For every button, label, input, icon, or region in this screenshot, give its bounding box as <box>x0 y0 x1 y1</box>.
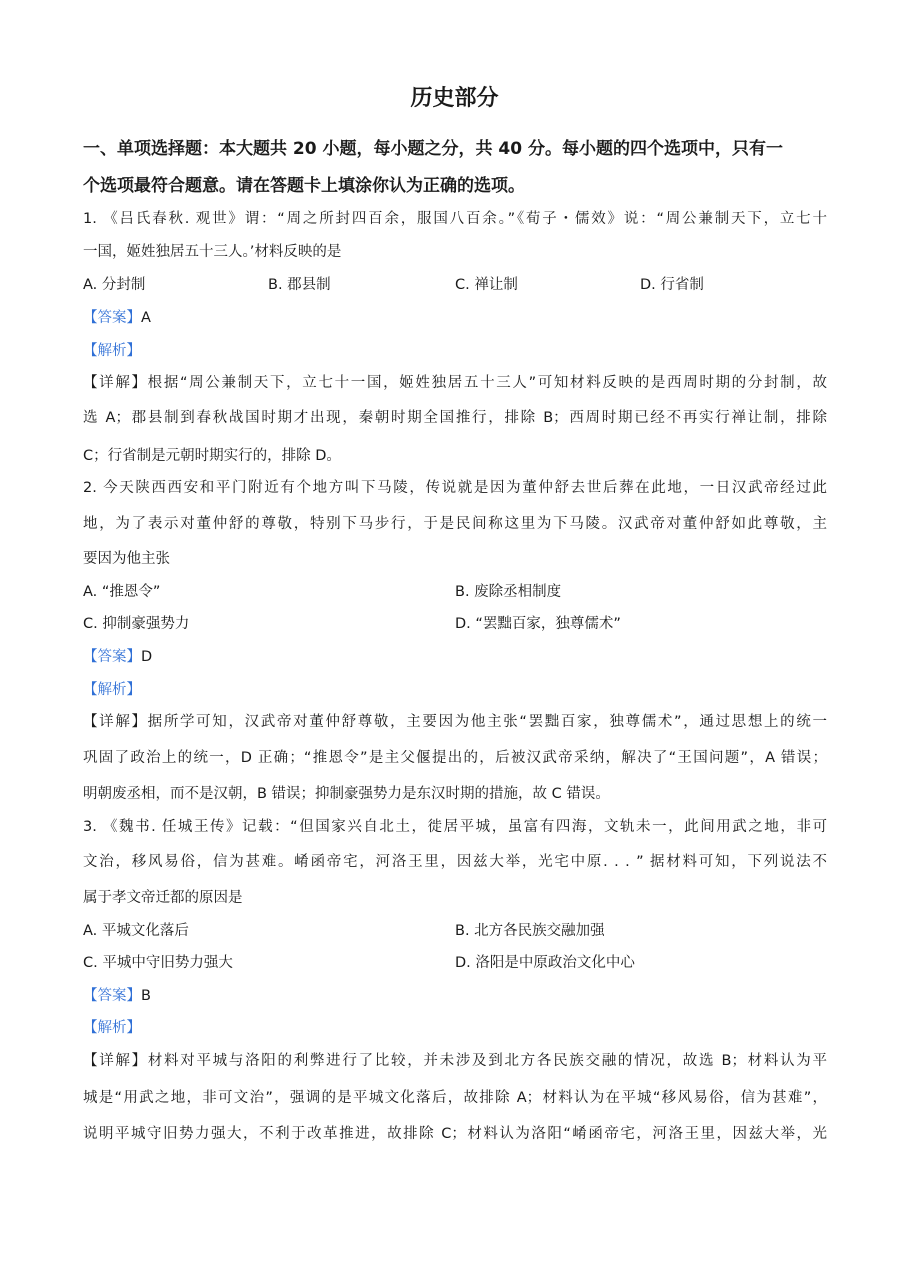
q3-detail-line-3: 说明平城守旧势力强大，不利于改革推进，故排除 C；材料认为洛阳“崤函帝宅，河洛王里，因兹大举，光 <box>83 1126 827 1142</box>
detail-text: 根据“周公兼制天下，立七十一国，姬姓独居五十三人”可知材料反映的是西周时期的分封制，故 <box>147 375 827 391</box>
answer-value: B <box>141 988 151 1004</box>
q1-analysis-label: 【解析】 <box>83 343 141 359</box>
detail-text: 据所学可知，汉武帝对董仲舒尊敬，主要因为他主张“罢黜百家，独尊儒术”，通过思想上的统一 <box>147 714 827 730</box>
answer-label: 【答案】 <box>83 988 141 1004</box>
q2-option-b: B. 废除丞相制度 <box>455 584 562 600</box>
q2-stem-line-2: 地，为了表示对董仲舒的尊敬，特别下马步行，于是民间称这里为下马陵。汉武帝对董仲舒如此尊敬，主 <box>83 516 827 532</box>
detail-label: 【详解】 <box>83 375 148 391</box>
q2-answer <box>83 646 152 668</box>
answer-label: 【答案】 <box>83 310 141 326</box>
detail-label: 【详解】 <box>83 714 148 730</box>
q1-option-b: B. 郡县制 <box>268 277 331 293</box>
q2-option-a: A. “推恩令” <box>83 584 161 600</box>
q3-option-c: C. 平城中守旧势力强大 <box>83 955 233 971</box>
q1-detail-line-1 <box>83 372 827 394</box>
q1-detail-line-3: C；行省制是元朝时期实行的，排除 D。 <box>83 448 341 464</box>
q3-option-a: A. 平城文化落后 <box>83 923 189 939</box>
q1-option-c: C. 禅让制 <box>455 277 518 293</box>
page-title: 历史部分 <box>410 86 499 111</box>
q3-answer <box>83 985 151 1007</box>
q2-option-c: C. 抑制豪强势力 <box>83 616 190 632</box>
q1-option-a: A. 分封制 <box>83 277 146 293</box>
q3-detail-line-2: 城是“用武之地，非可文治”，强调的是平城文化落后，故排除 A；材料认为在平城“移风易俗，信为甚难”， <box>83 1090 827 1106</box>
q1-stem-line-1: 1. 《吕氏春秋. 观世》谓：“周之所封四百余，服国八百余。”《荀子・儒效》说：“周公兼制天下，立七十 <box>83 211 827 227</box>
q1-option-d: D. 行省制 <box>640 277 704 293</box>
q2-detail-line-3: 明朝废丞相，而不是汉朝，B 错误；抑制豪强势力是东汉时期的措施，故 C 错误。 <box>83 786 610 802</box>
q3-detail-line-1 <box>83 1050 827 1072</box>
q2-detail-line-1 <box>83 711 827 733</box>
section-heading-line-1: 一、单项选择题：本大题共 20 小题，每小题之分，共 40 分。每小题的四个选项中，只有一 <box>83 139 783 159</box>
q2-stem-line-3: 要因为他主张 <box>83 551 170 567</box>
q3-stem-line-1: 3. 《魏书. 任城王传》记载：“但国家兴自北土，徙居平城，虽富有四海，文轨未一，此间用武之地，非可 <box>83 819 827 835</box>
q2-option-d: D. “罢黜百家，独尊儒术” <box>455 616 621 632</box>
answer-label: 【答案】 <box>83 649 141 665</box>
q3-stem-line-2: 文治，移风易俗，信为甚难。崤函帝宅，河洛王里，因兹大举，光宅中原. . . ” 据材料可知，下列说法不 <box>83 854 827 870</box>
q3-option-b: B. 北方各民族交融加强 <box>455 923 605 939</box>
q1-stem-line-2: 一国，姬姓独居五十三人。’材料反映的是 <box>83 244 342 260</box>
q2-analysis-label: 【解析】 <box>83 682 141 698</box>
section-heading-line-2: 个选项最符合题意。请在答题卡上填涂你认为正确的选项。 <box>83 176 525 196</box>
q1-detail-line-2: 选 A；郡县制到春秋战国时期才出现，秦朝时期全国推行，排除 B；西周时期已经不再实行禅让制，排除 <box>83 410 827 426</box>
q3-option-d: D. 洛阳是中原政治文化中心 <box>455 955 635 971</box>
detail-label: 【详解】 <box>83 1053 148 1069</box>
q3-stem-line-3: 属于孝文帝迁都的原因是 <box>83 890 243 906</box>
q2-detail-line-2: 巩固了政治上的统一，D 正确；“推恩令”是主父偃提出的，后被汉武帝采纳，解决了“王国问题”，A 错误； <box>83 750 827 766</box>
answer-value: A <box>141 310 151 326</box>
q2-stem-line-1: 2. 今天陕西西安和平门附近有个地方叫下马陵，传说就是因为董仲舒去世后葬在此地，一日汉武帝经过此 <box>83 480 827 496</box>
detail-text: 材料对平城与洛阳的利弊进行了比较，并未涉及到北方各民族交融的情况，故选 B；材料认为平 <box>147 1053 827 1069</box>
q3-analysis-label: 【解析】 <box>83 1020 141 1036</box>
q1-answer <box>83 307 151 329</box>
answer-value: D <box>141 649 153 665</box>
